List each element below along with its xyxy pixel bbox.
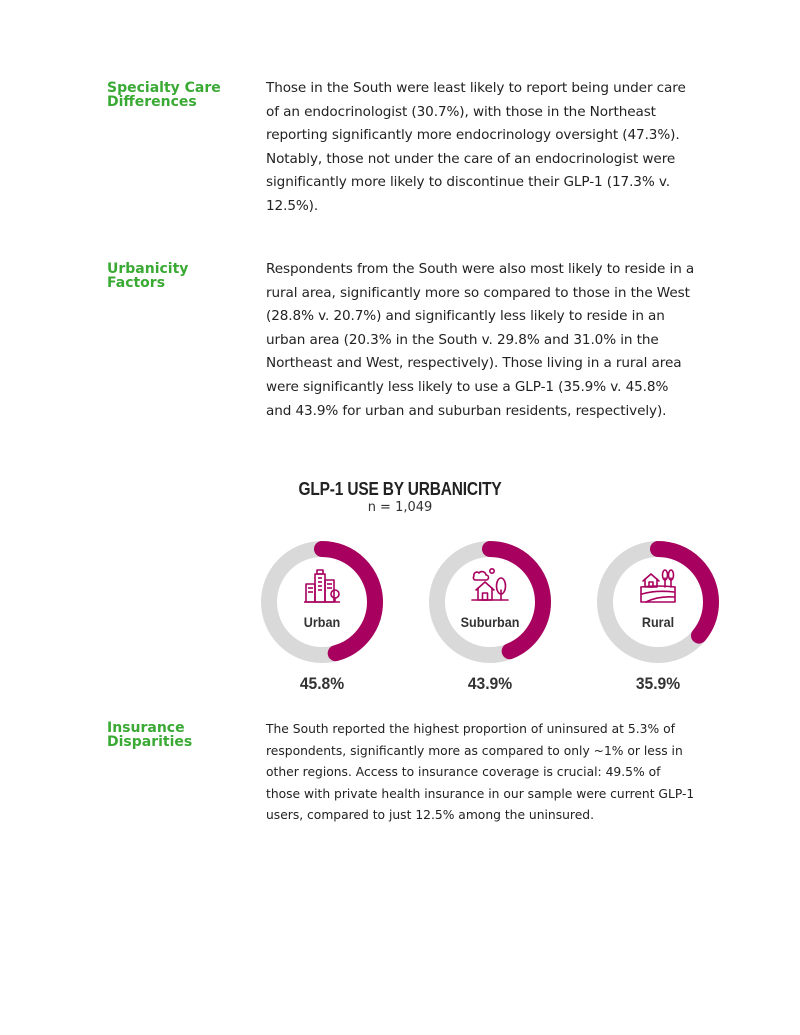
section-body: Those in the South were least likely to report being under care of an endocrinologist (30.7%), with those in the Northeast reporting significantly more endocrinology oversight (47.3%). Notably, those not under the care of an endocrinologist were significantly more likely to discontinue their GLP-1 (17.3% v. 12.5%). [266,80,686,214]
donut-label: Suburban [460,614,520,630]
section-body: Respondents from the South were also most likely to reside in a rural area, significantly more so compared to those in the West (28.8% v. 20.7%) and significantly less likely to reside in an urban area (20.3% in the South v. 29.8% and 31.0% in the Northeast and West, respectively). Those living in a rural area were significantly less likely to use a GLP-1 (35.9% v. 45.8% and 43.9% for urban and suburban residents, respectively). [266,261,695,419]
donut-suburban [428,540,552,693]
rural-farmhouse-icon [638,566,678,606]
city-buildings-icon [302,566,342,606]
donut-value: 35.9% [635,674,681,693]
suburban-house-icon [470,566,510,606]
donut-value: 45.8% [299,674,345,693]
donut-rural [596,540,720,693]
donut-urban [260,540,384,693]
donut-value: 43.9% [467,674,513,693]
chart-title: GLP-1 USE BY URBANICITY [298,479,502,499]
donut-label: Rural [641,614,675,630]
section-label: Specialty Care Differences [107,80,221,110]
section-body: The South reported the highest proportion of uninsured at 5.3% of respondents, significantly more as compared to only ~1% or less in other regions. Access to insurance coverage is crucial: 49.5% of those with private health insurance in our sample were current GLP-1 users, compared to just 12.5% among the uninsured. [266,722,695,823]
donut-label: Urban [303,614,341,630]
section-label: Insurance Disparities [107,720,193,750]
chart-subtitle: n = 1,049 [367,500,433,515]
section-label: Urbanicity Factors [107,261,189,291]
